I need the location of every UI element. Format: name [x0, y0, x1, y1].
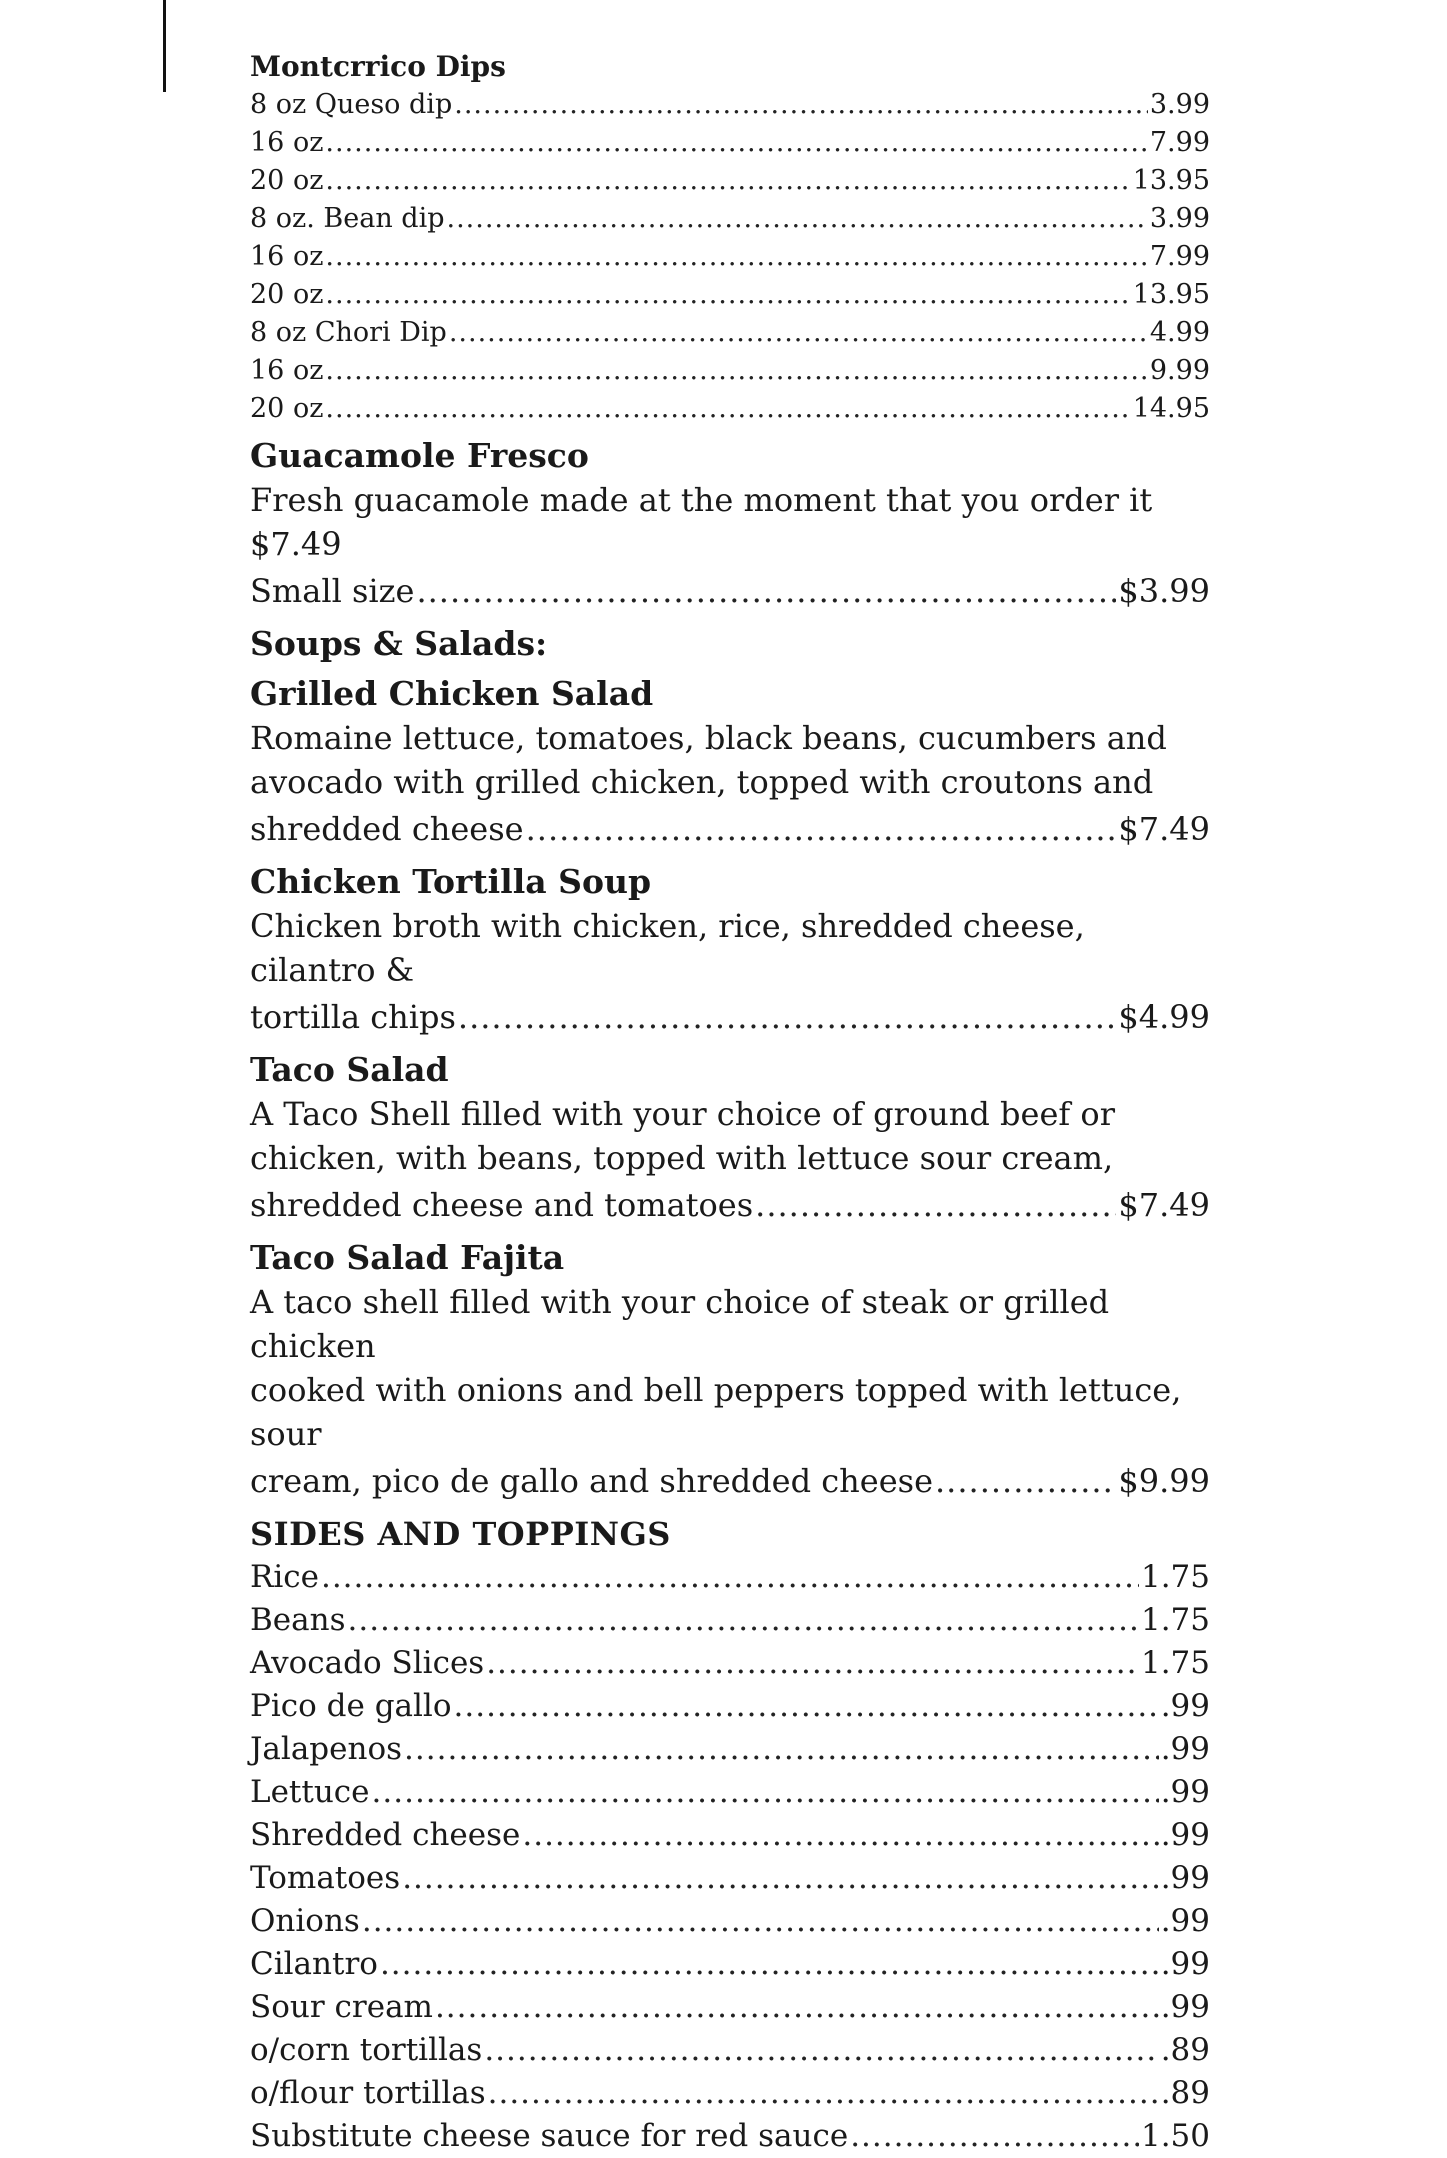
item-price: 13.95 [1132, 165, 1210, 196]
menu-item [250, 1728, 1210, 1771]
menu-entry [250, 1048, 1250, 1230]
entry-description-line: cooked with onions and bell peppers topped with lettuce, sour [250, 1371, 1182, 1453]
dot-leader [484, 2029, 1158, 2072]
menu-page [250, 44, 1250, 2158]
item-label: 8 oz. Bean dip [250, 203, 445, 234]
item-label: Substitute cheese sauce for red sauce [250, 2118, 849, 2154]
dot-leader [404, 1728, 1159, 1771]
entry-price-row [250, 804, 1210, 854]
item-price: .99 [1160, 1860, 1210, 1896]
dot-leader [325, 352, 1147, 390]
menu-item [250, 1814, 1210, 1857]
item-label: Shredded cheese [250, 1817, 521, 1853]
menu-entry [250, 672, 1250, 854]
menu-item [250, 86, 1210, 124]
dot-leader [325, 238, 1147, 276]
item-label: Small size [250, 572, 415, 610]
item-price: $7.49 [1118, 1186, 1210, 1224]
entry-description-line: chicken, with beans, topped with lettuce sour cream, [250, 1139, 1114, 1177]
menu-item [250, 276, 1210, 314]
item-price: 1.75 [1140, 1559, 1210, 1595]
dot-leader [454, 86, 1148, 124]
dot-leader [458, 992, 1116, 1042]
menu-item [250, 1943, 1210, 1986]
entry-name: Chicken Tortilla Soup [250, 862, 652, 901]
item-label: shredded cheese [250, 810, 524, 848]
entry-description-line: avocado with grilled chicken, topped with croutons and [250, 763, 1154, 801]
entry-price-row [250, 992, 1210, 1042]
item-label: Cilantro [250, 1946, 378, 1982]
page-edge-rule [163, 0, 166, 92]
menu-item [250, 2072, 1210, 2115]
menu-item [250, 2029, 1210, 2072]
entry-description-line: Chicken broth with chicken, rice, shredded cheese, cilantro & [250, 907, 1085, 989]
entry-description-line: A taco shell filled with your choice of steak or grilled chicken [250, 1283, 1110, 1365]
guacamole-heading: Guacamole Fresco [250, 436, 589, 475]
item-price: $7.49 [1118, 810, 1210, 848]
item-price: $4.99 [1118, 998, 1210, 1036]
dips-section [250, 48, 1250, 428]
menu-item [250, 2115, 1210, 2158]
menu-item [250, 200, 1210, 238]
sides-section [250, 1512, 1250, 2158]
menu-item [250, 238, 1210, 276]
item-price: .99 [1160, 1731, 1210, 1767]
item-label: Onions [250, 1903, 360, 1939]
dot-leader [850, 2115, 1139, 2158]
menu-item [250, 1986, 1210, 2029]
dot-leader [447, 200, 1148, 238]
dot-leader [435, 1986, 1159, 2029]
dot-leader [526, 804, 1117, 854]
soups-salads-heading: Soups & Salads: [250, 624, 548, 663]
item-label: 16 oz [250, 241, 324, 272]
item-label: o/corn tortillas [250, 2032, 483, 2068]
dot-leader [488, 2072, 1159, 2115]
item-price: .99 [1160, 1989, 1210, 2025]
dot-leader [416, 566, 1116, 616]
item-price: 1.75 [1140, 1645, 1210, 1681]
menu-item [250, 352, 1210, 390]
item-label: o/flour tortillas [250, 2075, 486, 2111]
item-price: .99 [1160, 1946, 1210, 1982]
item-label: Rice [250, 1559, 319, 1595]
item-label: Lettuce [250, 1774, 370, 1810]
dot-leader [347, 1599, 1138, 1642]
item-label: 20 oz [250, 393, 324, 424]
item-label: shredded cheese and tomatoes [250, 1186, 754, 1224]
entry-price-row [250, 1456, 1210, 1506]
item-price: $3.99 [1118, 572, 1210, 610]
dot-leader [522, 1814, 1158, 1857]
guacamole-section [250, 434, 1250, 616]
entry-name: Grilled Chicken Salad [250, 674, 654, 713]
item-price: 13.95 [1132, 279, 1210, 310]
dot-leader [321, 1556, 1139, 1599]
dot-leader [486, 1642, 1139, 1685]
menu-item [250, 314, 1210, 352]
dot-leader [755, 1180, 1116, 1230]
dot-leader [325, 390, 1130, 428]
menu-item [250, 1685, 1210, 1728]
entry-name: Taco Salad [250, 1050, 449, 1089]
dips-heading: Montcrrico Dips [250, 50, 506, 83]
soups-salads-section [250, 622, 1250, 1506]
item-price: 9.99 [1149, 355, 1210, 386]
menu-item [250, 1556, 1210, 1599]
item-price: 7.99 [1149, 127, 1210, 158]
menu-entry [250, 860, 1250, 1042]
sides-heading: SIDES AND TOPPINGS [250, 1515, 671, 1553]
dot-leader [362, 1900, 1159, 1943]
item-price: .99 [1160, 1817, 1210, 1853]
dot-leader [325, 124, 1147, 162]
dot-leader [372, 1771, 1159, 1814]
sides-list [250, 1556, 1250, 2158]
item-label: 16 oz [250, 127, 324, 158]
item-label: Avocado Slices [250, 1645, 485, 1681]
item-price: .89 [1160, 2075, 1210, 2111]
menu-entry [250, 1236, 1250, 1506]
item-label: 20 oz [250, 279, 324, 310]
item-label: cream, pico de gallo and shredded cheese [250, 1462, 933, 1500]
menu-item [250, 162, 1210, 200]
item-price: 4.99 [1149, 317, 1210, 348]
item-label: Beans [250, 1602, 346, 1638]
dot-leader [325, 162, 1130, 200]
item-price: .99 [1160, 1774, 1210, 1810]
menu-item [250, 1771, 1210, 1814]
dot-leader [449, 314, 1148, 352]
dot-leader [454, 1685, 1159, 1728]
item-price: .99 [1160, 1903, 1210, 1939]
entry-description-line: A Taco Shell filled with your choice of ground beef or [250, 1095, 1115, 1133]
item-label: 16 oz [250, 355, 324, 386]
entry-price-row [250, 1180, 1210, 1230]
menu-item [250, 1599, 1210, 1642]
guacamole-description: Fresh guacamole made at the moment that you order it $7.49 [250, 481, 1153, 563]
item-label: 20 oz [250, 165, 324, 196]
entry-name: Taco Salad Fajita [250, 1238, 565, 1277]
menu-item [250, 1900, 1210, 1943]
item-price: .89 [1160, 2032, 1210, 2068]
item-label: Jalapenos [250, 1731, 403, 1767]
item-label: tortilla chips [250, 998, 456, 1036]
dot-leader [935, 1456, 1116, 1506]
dot-leader [380, 1943, 1159, 1986]
item-label: Sour cream [250, 1989, 433, 2025]
dot-leader [402, 1857, 1159, 1900]
menu-item [250, 390, 1210, 428]
menu-item [250, 124, 1210, 162]
dips-list [250, 86, 1250, 428]
item-label: Tomatoes [250, 1860, 401, 1896]
item-price: 1.50 [1140, 2118, 1210, 2154]
item-price: 1.75 [1140, 1602, 1210, 1638]
item-label: 8 oz Chori Dip [250, 317, 447, 348]
menu-item [250, 566, 1210, 616]
menu-item [250, 1857, 1210, 1900]
item-price: 14.95 [1132, 393, 1210, 424]
item-price: 3.99 [1149, 203, 1210, 234]
item-price: 3.99 [1149, 89, 1210, 120]
entry-description-line: Romaine lettuce, tomatoes, black beans, cucumbers and [250, 719, 1167, 757]
item-price: $9.99 [1118, 1462, 1210, 1500]
item-label: Pico de gallo [250, 1688, 452, 1724]
item-price: 7.99 [1149, 241, 1210, 272]
dot-leader [325, 276, 1130, 314]
menu-item [250, 1642, 1210, 1685]
item-label: 8 oz Queso dip [250, 89, 453, 120]
item-price: .99 [1160, 1688, 1210, 1724]
